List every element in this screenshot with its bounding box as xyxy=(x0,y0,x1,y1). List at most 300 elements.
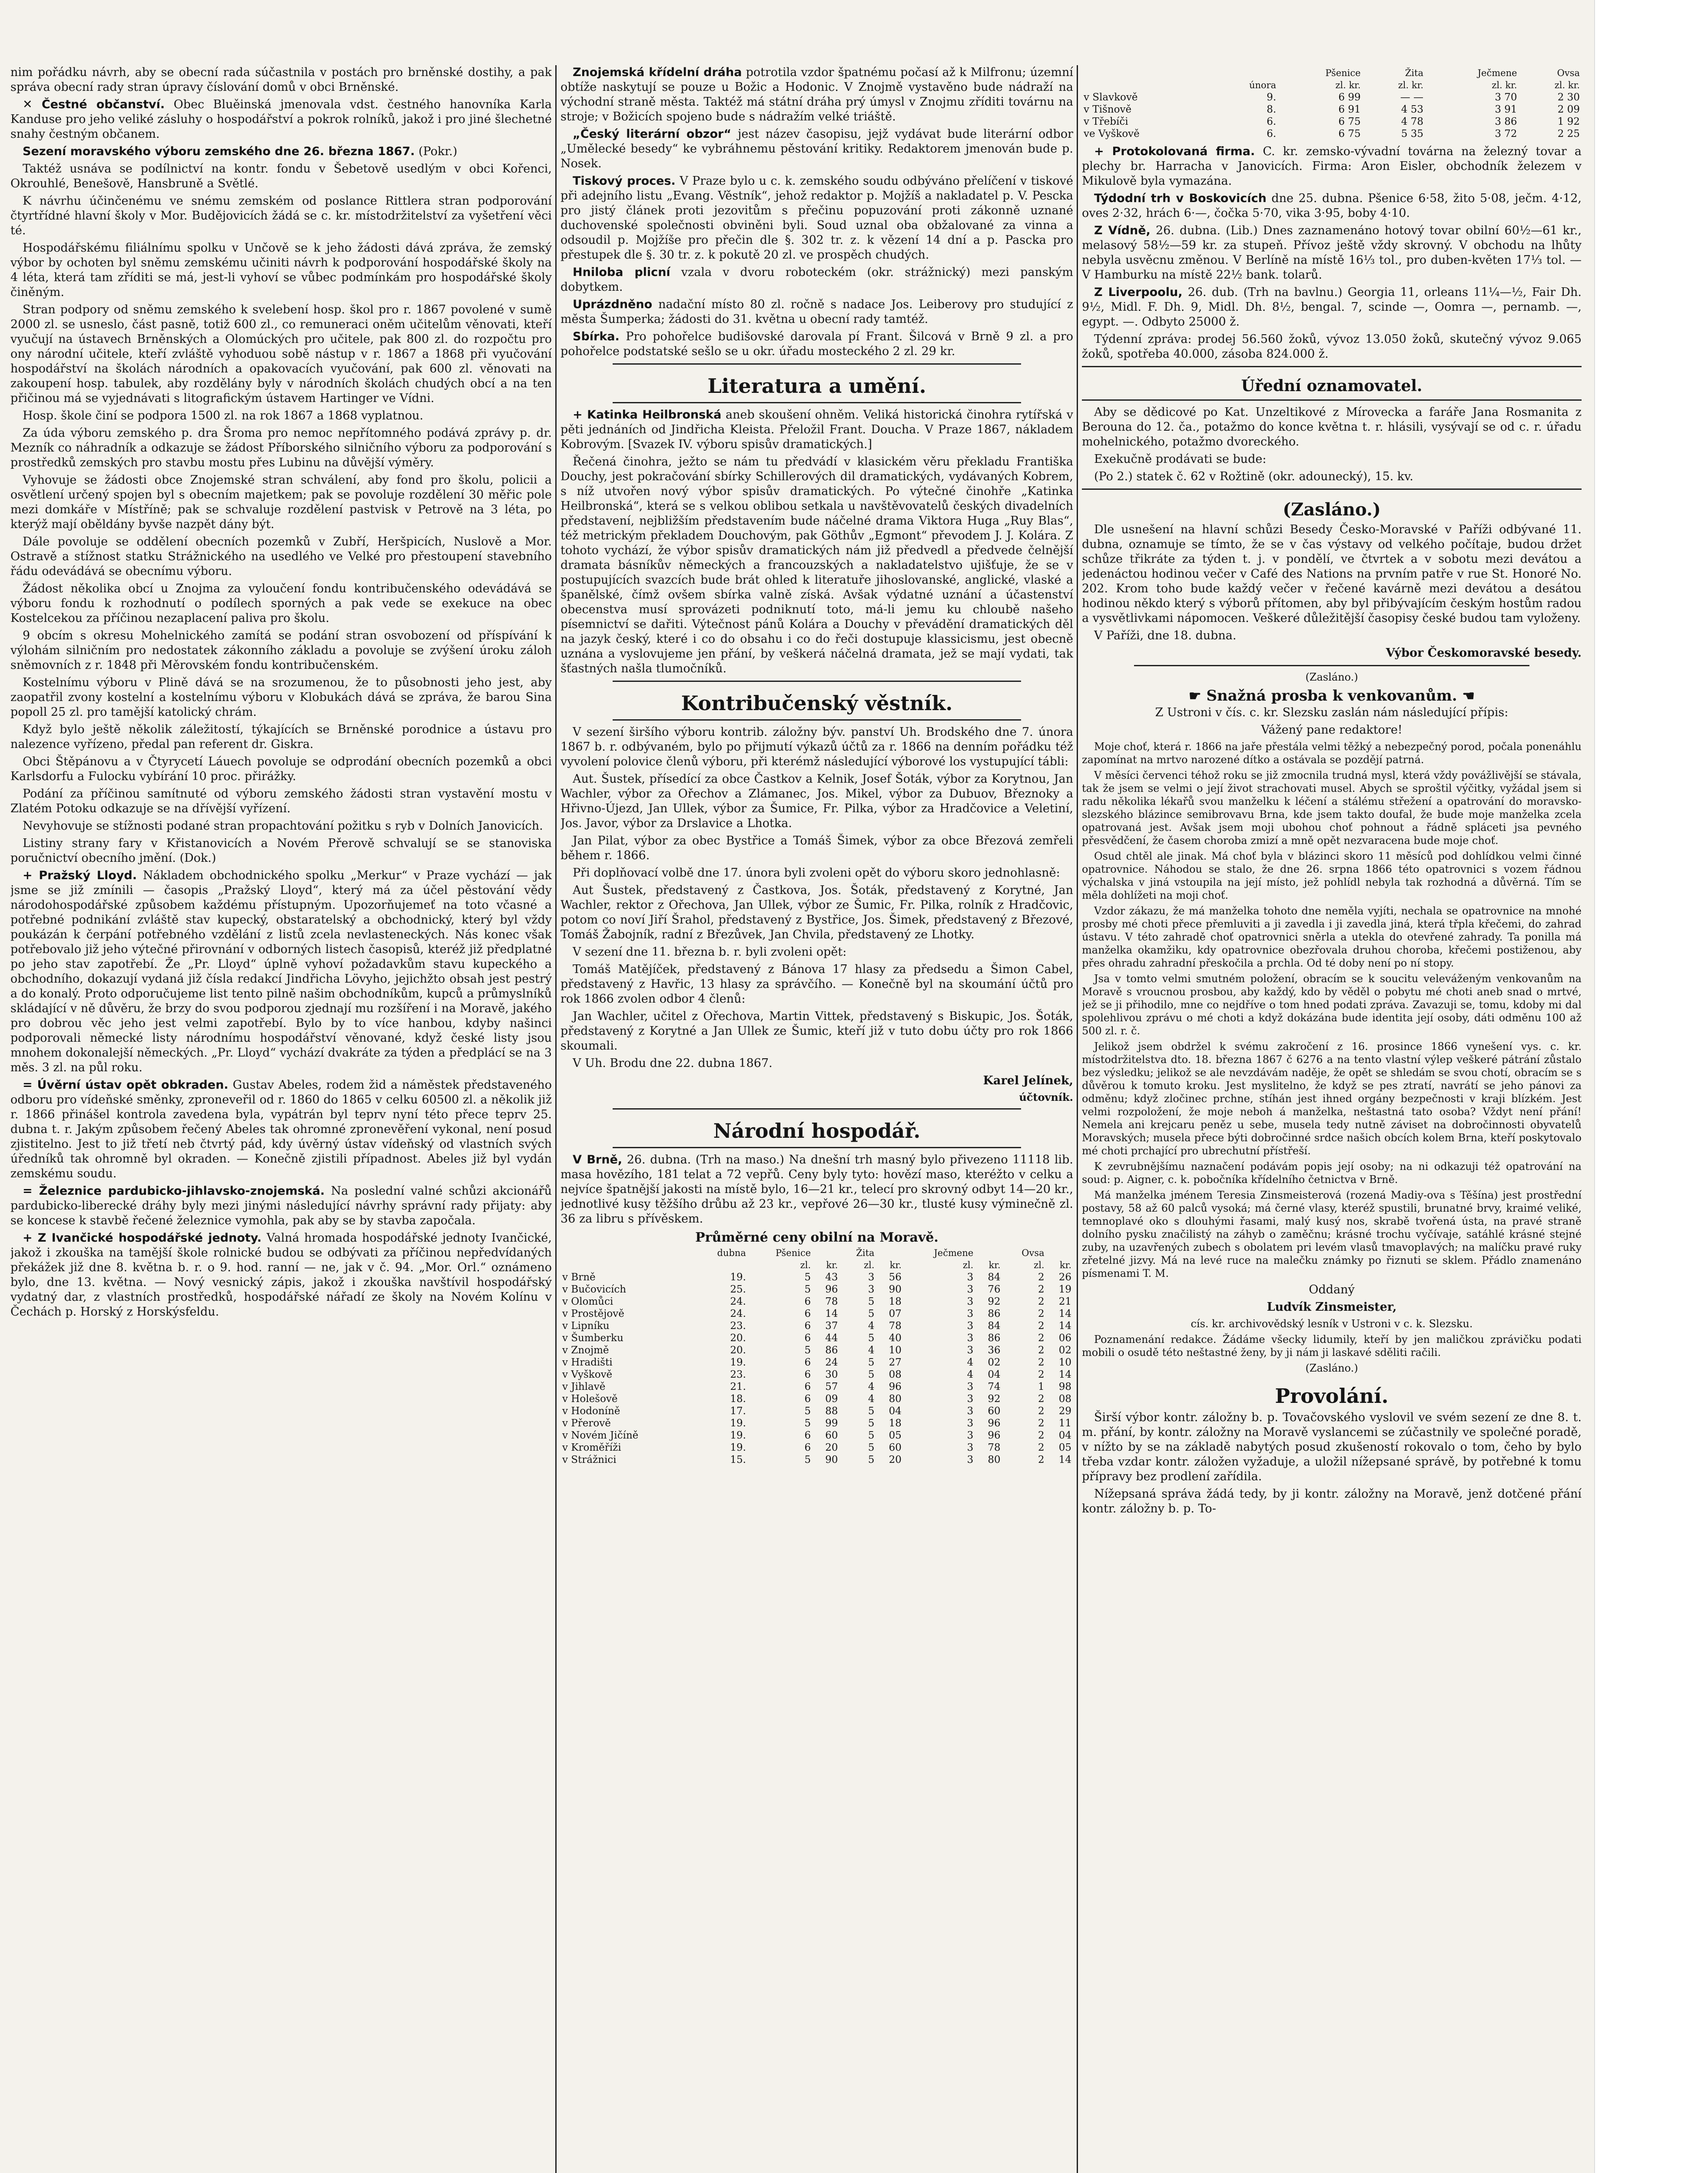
article-text: C. kr. zemsko-vývadní továrna na železný tovar a plechy br. Harracha v Janovicích. Firma: Aron Eisler, obchodník železem v Mikulově byla vymazána. xyxy=(1082,145,1582,188)
table-cell: v Kroměříži xyxy=(562,1442,621,1453)
article-paragraph xyxy=(560,174,1073,262)
article-heading: + Z Ivančické hospodářské jednoty. xyxy=(23,1231,262,1245)
table-cell: 96 xyxy=(825,1284,838,1295)
article-paragraph: nim pořádku návrh, aby se obecní rada súčastnila v postách pro brněnské dostihy, a pak správa obecní rady stran úpravy číslování domů v obci Brněnské. xyxy=(10,66,552,94)
table-cell: v Hradišti xyxy=(562,1357,613,1368)
table-cell: 24. xyxy=(730,1308,746,1319)
article-paragraph: Vzdor zákazu, že má manželka tohoto dne neměla vyjíti, nechala se opatrovnice na mnohé prosby mé choti přece přemluviti a ji zavedla i ji zavedla jiná, která třpla křečemi, do zahrad ústavu. V této zahradě choť opatrovnici sněrla a utekla do otevřené zahrady. Ta ponilla má manželka okamžiku, kdy opatrovnice obezřovala druhou choroba, křečemi postiženou, aby přes ohradu zahradní přeskočila a prchla. Od té doby není po ní stopy. xyxy=(1082,905,1582,969)
table-header-cell: zl. kr. xyxy=(1554,80,1580,90)
table-cell: 08 xyxy=(1058,1393,1071,1405)
table-row xyxy=(560,1405,1073,1417)
article-heading: = Úvěrní ústav opět obkraden. xyxy=(23,1078,229,1092)
table-cell: 5 xyxy=(868,1296,875,1307)
article-paragraph: 9 obcím s okresu Mohelnického zamítá se podání stran osvobození od příspívání k výlohám silničním pro nedostatek zákonního základu a povoluje se zvýšení úroku záloh sněmovních z r. 1848 při Měrovském fondu kontribučenském. xyxy=(10,629,552,672)
table-cell: 6 xyxy=(804,1393,811,1405)
table-header-cell xyxy=(693,1259,748,1271)
table-cell: 02 xyxy=(988,1357,1001,1368)
table-subheader-row xyxy=(1082,79,1582,91)
grain-price-table xyxy=(560,1247,1073,1466)
table-cell: v Tišnově xyxy=(1084,104,1132,115)
plea-title-text: Snažná prosba k venkovanům. xyxy=(1206,687,1457,704)
table-cell: 78 xyxy=(988,1442,1001,1453)
table-cell: 60 xyxy=(988,1405,1001,1417)
table-cell: 84 xyxy=(988,1320,1001,1332)
article-paragraph xyxy=(1082,223,1582,282)
table-cell: 14 xyxy=(825,1308,838,1319)
table-row xyxy=(560,1356,1073,1369)
table-cell: 04 xyxy=(988,1369,1001,1380)
table-cell: 6. xyxy=(1267,116,1277,127)
table-cell: 5 xyxy=(868,1454,875,1465)
column-rule xyxy=(1077,65,1078,2173)
table-header-cell: Pšenice xyxy=(1325,68,1361,78)
section-divider xyxy=(1134,665,1529,666)
table-header-cell: Ovsa xyxy=(1557,68,1580,78)
table-cell: 3 91 xyxy=(1495,104,1517,115)
table-cell: 24 xyxy=(825,1357,838,1368)
table-cell: 05 xyxy=(1058,1442,1071,1453)
article-paragraph: K návrhu účinčenému ve snému zemském od poslance Rittlera stran podporování čtyrtřídné hlavní školy v Mor. Budějovicích žádá se c. kr. místodržitelství za vyšetření věci té. xyxy=(10,194,552,237)
table-cell: 92 xyxy=(988,1296,1001,1307)
table-cell: 5 xyxy=(868,1357,875,1368)
table-body xyxy=(1082,91,1582,140)
salutation: Vážený pane redaktore! xyxy=(1261,723,1403,737)
table-cell: v Přerově xyxy=(562,1418,611,1429)
table-cell: 36 xyxy=(988,1345,1001,1356)
table-cell: 6 xyxy=(804,1369,811,1380)
table-cell: 3 72 xyxy=(1495,128,1517,140)
table-cell: 6 xyxy=(804,1430,811,1441)
table-cell: 96 xyxy=(988,1418,1001,1429)
section-heading-contribution: Kontribučenský věstník. xyxy=(681,691,953,715)
article-paragraph: Nevyhovuje se stížnosti podané stran propachtování požitku s ryb v Dolních Janovicích. xyxy=(23,819,543,833)
table-cell: 8. xyxy=(1267,104,1277,115)
table-cell: 88 xyxy=(825,1405,838,1417)
table-header-cell: Ječmene xyxy=(934,1248,974,1258)
table-cell: 74 xyxy=(988,1381,1001,1392)
article-paragraph: Širší výbor kontr. záložny b. p. Tovačovského vyslovil ve svém sezení ze dne 8. t. m. přání, by kontr. záložny na Moravě vyslancemi se zúčastnily ve společné poradě, v nížto by se na základě nabytých posud zkušeností rokovalo o tom, čeho by bylo třeba vzdar kontr. záložen vyžaduje, a uložil nížepsané správě, by potřebné k tomu přípravy bez prodlení zařídila. xyxy=(1082,1411,1582,1483)
article-paragraph: Tomáš Matějíček, představený z Bánova 17 hlasy za předsedu a Šimon Cabel, představený z Havřic, 13 hlasy za správčího. — Konečně byl na skoumání účtů pro rok 1866 zvolen odbor 4 členů: xyxy=(560,963,1073,1006)
grain-price-table-february xyxy=(1082,67,1582,140)
closing: Oddaný xyxy=(1309,1283,1355,1296)
article-paragraph xyxy=(10,144,552,159)
signature: Karel Jelínek, xyxy=(983,1074,1073,1087)
table-cell: 5 xyxy=(868,1418,875,1429)
table-cell: 3 xyxy=(967,1345,974,1356)
section-divider xyxy=(1082,399,1582,401)
signature: Výbor Českomoravské besedy. xyxy=(1386,646,1582,660)
table-cell: 27 xyxy=(889,1357,902,1368)
article-text: vzala v dvoru roboteckém (okr. strážnický) mezi panským dobytkem. xyxy=(560,266,1073,294)
article-paragraph: Týdenní zpráva: prodej 56.560 žoků, vývoz 13.050 žoků, skutečný vývoz 9.065 žoků, spotřeba 40.000, zásoba 824.000 ž. xyxy=(1082,332,1582,361)
table-header-cell: Ječmene xyxy=(1477,68,1517,78)
table-header-cell xyxy=(560,1247,693,1259)
table-cell: 6 91 xyxy=(1338,104,1361,115)
table-cell: 37 xyxy=(825,1320,838,1332)
editor-note: Poznamenání redakce. Žádáme všecky lidumily, kteří by jen maličkou zprávičku podati mobili o osudě této neštastné ženy, by ji nám ji laskavé sděliti račili. xyxy=(1082,1333,1582,1359)
table-cell: 2 xyxy=(1038,1442,1045,1453)
table-cell: 44 xyxy=(825,1332,838,1344)
table-cell: 2 xyxy=(1038,1430,1045,1441)
pointing-hand-icon: ☛ xyxy=(1188,688,1201,704)
table-cell: 96 xyxy=(988,1430,1001,1441)
table-cell: 15. xyxy=(730,1454,746,1465)
submitted-label: (Zasláno.) xyxy=(1305,671,1358,683)
table-cell: 29 xyxy=(1058,1405,1071,1417)
table-row xyxy=(560,1369,1073,1381)
section-divider xyxy=(1082,488,1582,490)
table-header-cell: února xyxy=(1249,80,1277,90)
table-cell: 3 xyxy=(967,1418,974,1429)
table-cell: 2 xyxy=(1038,1418,1045,1429)
section-divider xyxy=(1082,366,1582,367)
table-row xyxy=(560,1308,1073,1320)
table-cell: 4 xyxy=(868,1320,875,1332)
table-cell: 19. xyxy=(730,1357,746,1368)
table-cell: 05 xyxy=(889,1430,902,1441)
article-paragraph: Jan Pilat, výbor za obec Bystřice a Tomáš Šimek, výbor za obce Březová zemřeli během r. 1866. xyxy=(560,834,1073,862)
table-cell: 2 xyxy=(1038,1405,1045,1417)
table-cell: 5 xyxy=(804,1454,811,1465)
table-cell: 19 xyxy=(1058,1284,1071,1295)
table-cell: 18 xyxy=(889,1418,902,1429)
table-cell: 2 xyxy=(1038,1369,1045,1380)
table-header-cell: zl. kr. xyxy=(1398,80,1423,90)
article-heading: + Pražský Lloyd. xyxy=(23,869,137,882)
article-paragraph xyxy=(10,97,552,142)
article-paragraph: V Paříži, dne 18. dubna. xyxy=(1094,629,1237,642)
table-cell: 5 xyxy=(804,1284,811,1295)
table-cell: v Prostějově xyxy=(562,1308,624,1319)
table-header-cell xyxy=(1046,1247,1073,1259)
table-header-cell: zl. xyxy=(962,1260,974,1270)
table-cell: v Hodoníně xyxy=(562,1405,620,1417)
article-paragraph: Za úda výboru zemského p. dra Šroma pro nemoc nepřítomného podává zprávy p. dr. Mezník co náhradník a odkazuje se žádost Příborského silničního výboru za podporování s prostředků zemských pro stavbu mostu přes Lubinu na důvější výměry. xyxy=(10,426,552,469)
article-text: dne 25. dubna. Pšenice 6·58, žito 5·08, ječm. 4·12, oves 2·32, hrách 6·—, čočka 5·70, vika 3·95, boby 4·10. xyxy=(1082,192,1582,220)
article-text: nadační místo 80 zl. ročně s nadace Jos. Leiberovy pro studující z města Šumperka; žádosti do 31. května u obecní rady tamtéž. xyxy=(560,298,1073,326)
table-cell: 3 xyxy=(967,1272,974,1283)
article-paragraph: V sezení širšího výboru kontrib. záložny býv. panství Uh. Brodského dne 7. února 1867 b. r. odbývaném, bylo po přijmutí výkazů účtů za r. 1866 na denním pořádku též vyvolení polovice členů výboru, při kterémž následující výborové los vystupující tábli: xyxy=(560,725,1073,768)
table-cell: 6 xyxy=(804,1442,811,1453)
table-row xyxy=(560,1393,1073,1405)
table-cell: v Šumberku xyxy=(562,1332,624,1344)
table-row xyxy=(1082,103,1582,116)
article-text: Valná hromada hospodářské jednoty Ivančické, jakož i zkouška na tamější škole rolnické budou se odbývati za příčinou nepředvídaných překážek již dne 8. května b. r. o 9. hod. ranní — ne, jak v č. 94. „Mor. Orl.“ oznámeno bylo, dne 13. května. — Nový vesnický zápis, jakož i zkouška navštívil hospodářský vydatný dar, z vlastních prostředků, hospodářské nářadí ze školy na Novém Kolínu v Čechách p. Horský z Horskýsfeldu. xyxy=(10,1231,552,1319)
table-cell: 5 xyxy=(868,1369,875,1380)
table-cell: 5 xyxy=(804,1405,811,1417)
section-heading-submitted: (Zasláno.) xyxy=(1283,499,1381,520)
article-text: 26. dubna. (Lib.) Dnes zaznamenáno hotový tovar obilní 60½—61 kr., melasový 58½—59 kr. za stupeň. Přívoz ještě vždy skrovný. V obchodu na lhůty nebyla usvěcnu změnou. V Berlíně na místě 16⅓ tol., pro duben-květen 17⅓ tol. — V Hamburku na místě 22½ bank. tolarů. xyxy=(1082,224,1582,282)
table-cell: 11 xyxy=(1058,1418,1071,1429)
table-cell: 9. xyxy=(1267,92,1277,103)
table-body xyxy=(560,1271,1073,1466)
table-row xyxy=(560,1344,1073,1356)
table-cell: 90 xyxy=(825,1454,838,1465)
table-cell: v Brně xyxy=(562,1272,596,1283)
article-text: Gustav Abeles, rodem žid a náměstek představeného odboru pro vídeňské směnky, zproneveřil od r. 1860 do 1865 v celku 60500 zl. a několik již r. 1866 přinášel kontrola zavedena byla, vypátrán byl teprv nyní této přece teprv 25. dubna t. r. Jakým způsobem řečený Abeles tak ohromné zpronevěření vykonal, není posud zjistitelno. Jest to již třetí neb čtvrtý pád, kdy úvěrný ústav vídeňský od vlastních svých úředníků tak ohromně byl okraden. — Konečně zjistili případnost. Abeles již byl vydán zemskému soudu. xyxy=(10,1078,552,1180)
article-paragraph: V měsíci červenci téhož roku se již zmocnila trudná mysl, která vždy povážlivější se stávala, tak že jsem se velmi o její život strachovati musel. Abych se sproštil výčitky, vyžádal jsem si radu několika lékařů svou manželku k léčení a stálému střežení a opatrování do moravsko-slezského blázince semibrovavu Brna, kde jsem takto doufal, že bude moje manželka zcela opatrovaná jest. Avšak jsem moji ubohou choť pohnout a řádně spláceti jsa pevného přesvědčení, že časem choroba zmizí a mně opět nezvaracena bude moje choť. xyxy=(1082,769,1582,847)
table-cell: 25. xyxy=(730,1284,746,1295)
table-cell: 86 xyxy=(825,1345,838,1356)
table-cell: 04 xyxy=(889,1405,902,1417)
table-cell: 6 xyxy=(804,1332,811,1344)
article-paragraph: Když bylo ještě několik záležitostí, týkajících se Brněnské porodnice a ústavu pro nalezence vyřízeno, předal pan referent dr. Giskra. xyxy=(10,723,552,751)
article-paragraph: Listiny strany fary v Křistanovicích a Novém Přerově schvalují se se stanoviska poručnictví obecního jmění. (Dok.) xyxy=(10,837,552,865)
table-row xyxy=(1082,91,1582,103)
table-cell: 80 xyxy=(889,1393,902,1405)
article-paragraph: Podání za příčinou samítnuté od výboru zemského žádosti stran vystavění mostu v Zlatém Potoku odkazuje se na dřívější vyřízení. xyxy=(10,787,552,815)
table-cell: 19. xyxy=(730,1272,746,1283)
article-text: Pro pohořelce budišovské darovala pí Frant. Šilcová v Brně 9 zl. a pro pohořelce podstatské sešlo se u okr. úřadu mosteckého 2 zl. 29 kr. xyxy=(560,330,1073,358)
signature: Ludvík Zinsmeister, xyxy=(1267,1300,1397,1314)
article-paragraph: Exekučně prodávati se bude: xyxy=(1094,452,1267,466)
table-cell: 3 xyxy=(967,1442,974,1453)
table-cell: 19. xyxy=(730,1430,746,1441)
table-cell: 04 xyxy=(1058,1430,1071,1441)
article-text: Nákladem obchodnického spolku „Merkur“ v Praze vychází — jak jsme se již zmínili — časopis „Pražský Lloyd“, který má za účel pěstování vědy národohospodářské způsobem každému přístupným. Upozorňujemeť na toto včasné a potřebné podnikání zvláště stav kupecký, obstaratelský a obchodnický, který byl vždy poukázán k čerpání potřebného vzdělání z listů zcela nevlasteneckých. Nás konec však potřebovalo již jeho výtečné přirovnání v odborných listech časopisů, kteréž již předplatné po jeho stav zapotřebí. Že „Pr. Lloyd“ úplně vyhoví požadavkům stavu kupeckého a obchodního, dokazují vydaná již čísla redakcí Jindřicha Lövyho, jejichžto obsah jest pestrý a do konalý. Proto odporučujeme list tento pilně našim obchodníkům, kupců a průmyslníků skládající v ně důvěru, že brzy do svou podporou zjednají mu rozšíření i na Moravě, jakého pro dobrou věc jeho jest velmi zapotřebí. Bylo by to více hanbou, kdyby našinci podporovali německé listy národnímu hospodářství věnované, když české listy jsou mnohem dokonalejší německých. „Pr. Lloyd“ vychází dvakráte za týden a předplácí se na 3 měs. 3 zl. na půl roku. xyxy=(10,869,552,1074)
table-header-cell xyxy=(1082,79,1211,91)
section-divider xyxy=(613,1147,1021,1148)
table-cell: 76 xyxy=(988,1284,1001,1295)
table-cell: 3 xyxy=(967,1284,974,1295)
table-cell: 80 xyxy=(988,1454,1001,1465)
table-header-cell xyxy=(1082,67,1211,79)
column-3 xyxy=(1082,65,1582,2173)
table-cell: 5 xyxy=(868,1430,875,1441)
article-paragraph: Aut Šustek, představený z Častkova, Jos. Šoták, představený z Korytné, Jan Wachler, rektor z Ořechova, Jan Ullek, výbor ze Šumic, Fr. Pilka, rolník z Hradčovic, potom co noví Jiří Šrahol, představený z Bystřice, Jos. Šimek, představený z Březové, Tomáš Žabojník, radní z Březůvek, Jan Chvila, představený ze Lhotky. xyxy=(560,884,1073,941)
article-paragraph: Osud chtěl ale jinak. Má choť byla v blázinci skoro 11 měsíců pod dohlídkou velmi činné opatrovnice. Náhodou se stalo, že dne 26. srpna 1866 této opatrovnici s vozem řádnou výchalska v jiná vstoupila na její místo, jež pohlídl nebyla tak rozhodná a důvěrná. Tím se měla dohlížeti na moji choť. xyxy=(1082,850,1582,901)
article-paragraph: Obci Štěpánovu a v Čtyrycetí Láuech povoluje se odprodání obecních pozemků a obci Karlsdorfu a Fulocku vybírání 10 proc. přirážky. xyxy=(10,755,552,783)
article-heading: Sezení moravského výboru zemského dne 26. března 1867. xyxy=(23,145,415,158)
table-cell: 26 xyxy=(1058,1272,1071,1283)
table-cell: 10 xyxy=(1058,1357,1071,1368)
table-cell: 2 25 xyxy=(1557,128,1580,140)
table-cell: 3 xyxy=(967,1320,974,1332)
article-paragraph: Kostelnímu výboru v Plině dává se na srozumenou, že to působnosti jeho jest, aby zaopatřil zvony kostelní a kostelnímu výboru v Klobukách dává se zpráva, že barou Sina popoll 25 zl. pro tamější katolický chrám. xyxy=(10,676,552,719)
table-cell: v Novém Jičíně xyxy=(562,1430,639,1441)
table-header-cell xyxy=(813,1247,839,1259)
article-paragraph: Nížepsaná správa žádá tedy, by ji kontr. záložny na Moravě, jenž dotčené přání kontr. záložny b. p. To- xyxy=(1082,1487,1582,1515)
article-paragraph xyxy=(560,1153,1073,1226)
article-paragraph: Z Ustroni v čís. c. kr. Slezsku zaslán nám následující přípis: xyxy=(1155,706,1509,719)
table-cell: 3 xyxy=(967,1405,974,1417)
section-divider xyxy=(613,719,1021,721)
table-header-cell: Ovsa xyxy=(1021,1248,1045,1258)
article-paragraph: V sezení dne 11. března b. r. byli zvoleni opět: xyxy=(573,945,847,959)
article-text: jest název časopisu, jejž vydávat bude literární odbor „Umělecké besedy“ ke vybráhnemu pěstování kritiky. Redaktorem jmenován bude p. Nosek. xyxy=(560,127,1073,170)
table-header-cell: zl. kr. xyxy=(1335,80,1361,90)
table-cell: 3 xyxy=(967,1393,974,1405)
table-cell: 5 xyxy=(868,1332,875,1344)
article-paragraph: Žádost několika obcí u Znojma za vyloučení fondu kontribučenského odevádává se výboru fondu k rozhodnutí o podílech sporných a pak vede se exekuce na obec Kostelcekou za příčinou nezaplacení paliva pro školu. xyxy=(10,582,552,625)
article-heading: = Železnice pardubicko-jihlavsko-znojemská. xyxy=(23,1184,325,1198)
table-header-cell: kr. xyxy=(826,1260,838,1270)
table-cell: 20. xyxy=(730,1332,746,1344)
table-header-row xyxy=(1082,67,1582,79)
article-text: aneb skoušení ohněm. Veliká historická činohra rytířská v pěti jednáních od Jindřicha Kleista. Přeložil Frant. Doucha. V Praze 1867, nákladem Kobrovým. [Svazek IV. výboru spisův dramatických.] xyxy=(560,408,1073,451)
table-cell: 2 xyxy=(1038,1454,1045,1465)
article-text: 26. dubna. (Trh na maso.) Na dnešní trh masný bylo přivezeno 11118 lib. masa hovězího, 181 telat a 72 vepřů. Ceny byly tyto: hovězí maso, kteréžto v celku a nejvíce špatnější jakosti na místě bylo, 16—21 kr., telecí pro skrovný odbyt 14—20 kr., jednotlivé kusy těžšího drůbu až 23 kr., vepřové 26—30 kr., tlusté kusy výminečně zl. 36 za libru s přívěskem. xyxy=(560,1153,1073,1226)
article-heading: + Protokolovaná firma. xyxy=(1094,145,1255,158)
pointing-hand-icon: ☚ xyxy=(1462,688,1475,704)
article-heading: Z Vídně, xyxy=(1094,224,1151,237)
submitted-label: (Zasláno.) xyxy=(1305,1362,1358,1374)
table-cell: — — xyxy=(1400,92,1423,103)
table-cell: 14 xyxy=(1058,1454,1071,1465)
table-subheader-row xyxy=(560,1259,1073,1271)
article-paragraph: Dle usnešení na hlavní schůzi Besedy Česko-Moravské v Paříži odbývané 11. dubna, oznamuje se tímto, že se v čas výstavy od velkého počítaje, budou držet schůze třikráte za týden t. j. v pondělí, ve čtvrtek a v sobotu mezi devátou a jedenáctou hodinou večer v Café des Nations na prvním patře v rue St. Honoré No. 202. Krom toho bude každý večer v řečené kavárně mezi devátou a desátou hodinou někdo který s výborů přítomen, aby byl přibývajícím českým hostům radou a vysvětlivkami nápomocen. Veškeré důležitější časopisy české budou tam vyloženy. xyxy=(1082,523,1582,625)
table-cell: 40 xyxy=(889,1332,902,1344)
grain-table-title: Průměrné ceny obilní na Moravě. xyxy=(695,1230,939,1245)
article-paragraph: Aby se dědicové po Kat. Unzeltikové z Mírovecka a faráře Jana Rosmanita z Berouna do 12. ča., potažmo do konce května t. r. hlásili, vysývají se od c. r. úřadu mohelnického, potažmo dvoreckého. xyxy=(1082,405,1582,449)
table-cell: 92 xyxy=(988,1393,1001,1405)
article-text: 26. dub. (Trh na bavlnu.) Georgia 11, orleans 11¼—½, Fair Dh. 9½, Midl. F. Dh. 9, Midl. Dh. 8½, bengal. 7, scinde —, Oomra —, pernamb. —, egypt. —. Odbyto 25000 ž. xyxy=(1082,286,1582,329)
table-cell: 5 xyxy=(804,1345,811,1356)
table-cell: 14 xyxy=(1058,1308,1071,1319)
table-header-cell: kr. xyxy=(988,1260,1001,1270)
article-paragraph: Při doplňovací volbě dne 17. února byli zvoleni opět do výboru skoro jednohlasně: xyxy=(573,866,1060,880)
table-cell: 4 78 xyxy=(1401,116,1423,127)
table-cell: 84 xyxy=(988,1272,1001,1283)
table-cell: 14 xyxy=(1058,1369,1071,1380)
table-cell: 06 xyxy=(1058,1332,1071,1344)
table-cell: 4 xyxy=(967,1369,974,1380)
table-cell: 23. xyxy=(730,1369,746,1380)
table-cell: 5 xyxy=(804,1418,811,1429)
table-cell: 56 xyxy=(889,1272,902,1283)
article-text: potrotila vzdor špatnému počasí až k Milfronu; územní obtíže naskytují se pouze u Božic a Hodonic. V Znojmě vystavěno bude nádraží na východní straně města. Taktéž má státní dráha prý úmysl v Znojmu zříditi továrnu na stroje; v Božicích spojeno bude s nádražím velké triáště. xyxy=(560,66,1073,123)
table-header-cell xyxy=(1211,67,1278,79)
section-heading-proclamation: Provolání. xyxy=(1275,1384,1389,1408)
table-cell: 24. xyxy=(730,1296,746,1307)
article-paragraph xyxy=(10,1231,552,1319)
article-paragraph: Aut. Šustek, přísedící za obce Častkov a Kelnik, Josef Šoták, výbor za Korytnou, Jan Wachler, výbor za Ořechov a Zlámanec, Jos. Mikel, výbor za Dubuov, Březnoky a Hřivno-Újezd, Jan Ullek, výbor za Šumice, Fr. Pilka, výbor za Hradčovice a Veletiní, Jos. Javor, výbor za Drslavice a Lhotka. xyxy=(560,772,1073,830)
article-paragraph xyxy=(560,408,1073,452)
table-header-cell: zl. xyxy=(864,1260,875,1270)
table-cell: ve Vyškově xyxy=(1084,128,1140,140)
table-cell: 08 xyxy=(889,1369,902,1380)
article-paragraph: Dále povoluje se oddělení obecních pozemků v Zubří, Heršpicích, Nuslově a Mor. Ostravě a stížnost statku Strážnického na usedlého ve Velké pro přestoupení stavebního řádu odevádává se obecnímu výboru. xyxy=(10,535,552,578)
table-row xyxy=(560,1454,1073,1466)
table-header-cell: Žita xyxy=(856,1248,875,1258)
table-cell: 6 xyxy=(804,1296,811,1307)
table-cell: 2 xyxy=(1038,1357,1045,1368)
table-cell: 86 xyxy=(988,1308,1001,1319)
article-paragraph: Stran podpory od sněmu zemského k svelebení hosp. škol pro r. 1867 povolené v sumě 2000 zl. se usneslo, část pasně, totiž 600 zl., co remuneraci oněm učitelům věnovati, kteří vyučují na ústavech Brněnských a Olomúckých pro učitele, pak 800 zl. do rozpočtu pro ony národní učitele, kteří zvláště vyhoduou sobě nástup v r. 1867 a 1868 při vyučování hospodářství na školách národních a opakovacích vyučování, pak 600 zl. věnovati na zakoupení hosp. tabulek, aby rozdělány byly v národních školách chudých obcí a na ten přičinou má se vyjednávati s litografickým ústavem Hartinger ve Vídni. xyxy=(10,303,552,405)
table-row xyxy=(560,1381,1073,1393)
table-cell: 19. xyxy=(730,1442,746,1453)
table-cell: 6 75 xyxy=(1338,116,1361,127)
article-paragraph xyxy=(10,868,552,1075)
column-2 xyxy=(560,65,1073,2173)
table-cell: v Strážnici xyxy=(562,1454,617,1465)
table-cell: 2 xyxy=(1038,1332,1045,1344)
table-cell: 86 xyxy=(988,1332,1001,1344)
table-cell: 3 xyxy=(967,1332,974,1344)
article-paragraph: Hosp. škole činí se podpora 1500 zl. na rok 1867 a 1868 vyplatnou. xyxy=(23,409,424,422)
table-cell: 60 xyxy=(825,1430,838,1441)
article-paragraph: Hospodářskému filiálnímu spolku v Unčově se k jeho žádosti dává zpráva, že zemský výbor by ochoten byl sněmu zemskému učiniti návrh k podporování hospodářské školy na 4 léta, která tam zříditi se má, jest-li vyhoví se vůbec podmínkám pro hospodářské školy činěným. xyxy=(10,241,552,299)
article-heading: Sbírka. xyxy=(573,330,620,343)
section-divider xyxy=(613,681,1021,682)
table-cell: 5 35 xyxy=(1401,128,1423,140)
table-cell: 98 xyxy=(1058,1381,1071,1392)
section-divider xyxy=(613,402,1021,403)
table-cell: 6 xyxy=(804,1308,811,1319)
table-cell: 18. xyxy=(730,1393,746,1405)
article-paragraph: Jelikož jsem obdržel k svému zakročení z 16. prosince 1866 vynešení vys. c. kr. místodržitelstva dto. 18. března 1867 č 6276 a na tento vlastní výlep veškeré pátrání zůstalo bez výsledku; jelikož se ale nevzdávám naděje, že opět se shledám se svou chotí, obracím se s důvěrou k tomuto kroku. Jest myslitelno, že když se pes ztratí, navrátí se jeho pánovi za odměnu; když zločinec prchne, stíhán jest ihned orgány bezpečnosti v kraji blízkém. Jest velmi rozpoložení, že moje neboh á manželka, neštastná tato osoba? Vždyt není přání! Nemela ani krejcaru peněz u sebe, musela tedy nutně záviset na dobročinnosti obyvatelů Moravských; musela přece býti dobročinné srdce našich obcích kolem Brna, kteří poskytovalo mé choti prchající pro ubrechutní přístřeší. xyxy=(1082,1040,1582,1157)
table-cell: 43 xyxy=(825,1272,838,1283)
article-paragraph: Vyhovuje se žádosti obce Znojemské stran schválení, aby fond pro školu, policii a osvětlení určený spojen byl s obecním majetkem; pak se povoluje rozdělení 30 měřic pole mezi domkáře v Místříně; pak se schvaluje rozdělení pastvisk v Petrově na 3 léta, po kterýž mají oběldány byvše nazpět dány být. xyxy=(10,473,552,531)
table-cell: 17. xyxy=(730,1405,746,1417)
article-paragraph xyxy=(560,329,1073,359)
article-heading: Hniloba plicní xyxy=(573,266,670,279)
table-row xyxy=(560,1332,1073,1344)
article-heading: Z Liverpoolu, xyxy=(1094,286,1183,299)
article-heading: + Katinka Heilbronská xyxy=(573,408,722,422)
table-cell: 1 92 xyxy=(1557,116,1580,127)
table-header-cell: zl. kr. xyxy=(1492,80,1517,90)
table-row xyxy=(560,1429,1073,1442)
table-cell: v Lipníku xyxy=(562,1320,610,1332)
table-cell: 2 09 xyxy=(1557,104,1580,115)
table-header-cell: kr. xyxy=(1059,1260,1071,1270)
table-cell: 3 xyxy=(967,1308,974,1319)
table-cell: 30 xyxy=(825,1369,838,1380)
table-cell: 3 xyxy=(967,1454,974,1465)
table-cell: 5 xyxy=(868,1405,875,1417)
table-cell: 07 xyxy=(889,1308,902,1319)
table-cell: v Holešově xyxy=(562,1393,618,1405)
article-paragraph: Jsa v tomto velmi smutném položení, obracím se k soucitu veleváženým venkovanům na Moravě s vroucnou prosbou, aby každý, kdo by věděl o pobytu mé choti aneb snad o mrtvé, jež se ji přihodilo, mne co nejdříve o tom hned podati zpráva. Zavazuji se, tomu, kdoby mi dal spolehlivou zprávu o mé choti a když dokázána bude identita její osoby, dáti odměnu 100 až 500 zl. r. č. xyxy=(1082,973,1582,1037)
table-row xyxy=(1082,128,1582,140)
table-cell: 96 xyxy=(889,1381,902,1392)
table-cell: v Znojmě xyxy=(562,1345,609,1356)
article-paragraph xyxy=(1082,285,1582,329)
table-cell: 2 xyxy=(1038,1345,1045,1356)
article-paragraph xyxy=(1082,144,1582,189)
section-heading-official: Úřední oznamovatel. xyxy=(1241,377,1423,395)
table-cell: 6 xyxy=(804,1357,811,1368)
article-paragraph xyxy=(10,1184,552,1228)
article-heading: V Brně, xyxy=(573,1153,623,1166)
table-cell: 4 xyxy=(868,1393,875,1405)
article-paragraph: K zevrubnějšímu naznačení podávám popis její osoby; na ni odkazuji též opatrování na soud: p. Aigner, c. k. pobočníka křídelního četnictva v Brně. xyxy=(1082,1160,1582,1186)
table-cell: 2 30 xyxy=(1557,92,1580,103)
table-row xyxy=(560,1296,1073,1308)
table-cell: 60 xyxy=(889,1442,902,1453)
table-cell: 90 xyxy=(889,1284,902,1295)
table-cell: 10 xyxy=(889,1345,902,1356)
article-paragraph xyxy=(10,1078,552,1181)
plea-title xyxy=(1082,687,1582,704)
table-row xyxy=(560,1417,1073,1429)
article-paragraph xyxy=(560,297,1073,327)
article-paragraph: Řečená činohra, ježto se nám tu předvádí v klasickém věru překladu Františka Douchy, jest pokračování sbírky Schillerových dil dramatických, vydávaných Kobrem, s níž utvořen nový výbor spisův dramatických. Po výtečné činohře „Katinka Heilbronská“, která se s velkou oblibou setkala u navštěvovatelů českých divadelních představení, nejbližším představením bude náčelné drama Viktora Huga „Ruy Blas“, též metrickým překladem Douchovým, pak Göthův „Egmont“ převodem J. J. Kolára. Z tohoto vychází, že výbor spisův dramatických nám již předvedl a předvede čelnější dramata básníkův německých a francouzských a nakladatelstvo ujišťuje, že se v postupujících svazcích bude brát ohled k literatuře jihoslovanské, anglické, vlaské a španělské, čímž ovšem sbírka valně získá. Avšak výdatné uznání a účastenství obecenstva musí sprovázeti podniknutí toto, má-li jemu ku chloubě našeho písemnictví se dařiti. Výtečnost pánů Kolára a Douchy v převádění dramatických děl na jazyk český, které i co do obsahu i co do řeči dostupuje klassicismu, jest obecně uznána a vyslovujeme jen přání, by veškerá náčelná dramata, jež se mají vydati, tak šťastných našla tlumočníků. xyxy=(560,455,1073,675)
table-cell: 4 xyxy=(868,1381,875,1392)
page-margin-edge xyxy=(1594,0,1708,2173)
table-cell: 02 xyxy=(1058,1345,1071,1356)
table-header-cell: Žita xyxy=(1405,68,1423,78)
table-row xyxy=(560,1320,1073,1332)
table-cell: 5 xyxy=(868,1442,875,1453)
table-cell: 3 xyxy=(868,1272,875,1283)
article-paragraph: Moje choť, která r. 1866 na jaře přestála velmi těžký a nebezpečný porod, počala ponenáhlu zapomínat na mrtvo narozené dítko a ostávala se pozdějí patrná. xyxy=(1082,741,1582,766)
table-cell: 4 53 xyxy=(1401,104,1423,115)
table-cell: 78 xyxy=(825,1296,838,1307)
table-row xyxy=(560,1283,1073,1296)
table-header-cell: kr. xyxy=(889,1260,902,1270)
